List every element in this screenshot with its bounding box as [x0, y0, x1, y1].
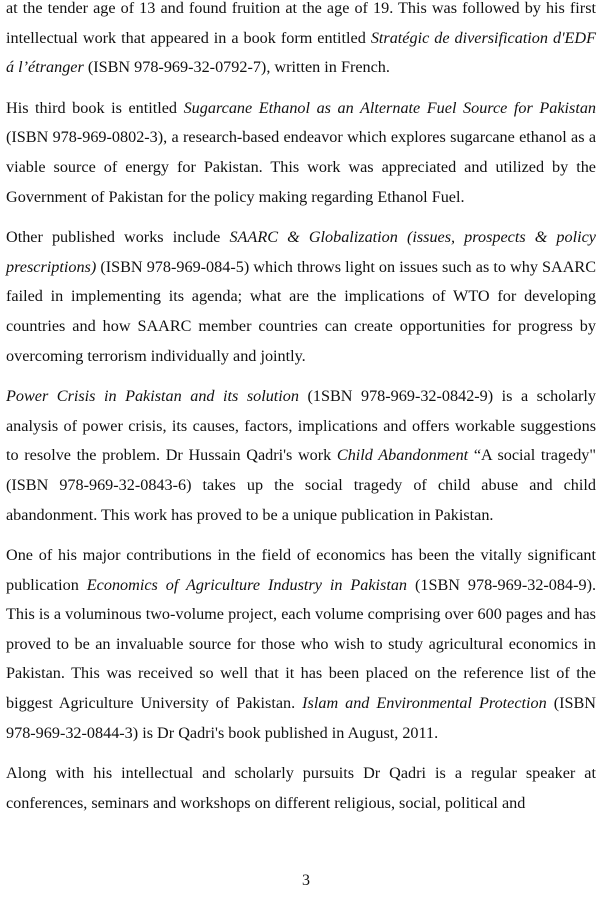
paragraph-speaker-activities [6, 759, 596, 818]
paragraph-other-works [6, 223, 596, 371]
paragraph-third-book [6, 94, 596, 212]
book-title-saarc-globalization: SAARC & Globalization (issues, prospects & policy prescriptions) [6, 228, 596, 276]
paragraph-early-work [6, 0, 596, 83]
text-segment: (ISBN 978-969-32-0792-7), written in French. [83, 58, 390, 77]
book-title-sugarcane-ethanol: Sugarcane Ethanol as an Alternate Fuel Source for Pakistan [183, 98, 597, 117]
text-segment: Along with his intellectual and scholarly pursuits Dr Qadri is a regular speaker at conferences, seminars and workshops on different religious, social, political and [6, 764, 596, 812]
text-segment: His third book is entitled [6, 98, 184, 117]
book-title-islam-environmental-protection: Islam and Environmental Protection [302, 694, 547, 713]
text-segment: (1SBN 978-969-32-0842-9) is a scholarly analysis of power crisis, its causes, factors, implications and offers workable suggestions to resolve the problem. Dr Hussain Qadri's work [6, 387, 597, 465]
text-segment: (ISBN 978-969-0802-3), a research-based endeavor which explores sugarcane ethanol as a viable source of energy for Pakistan. This work was appreciated and utilized by the Government of Pakistan for the policy making regarding Ethanol Fuel. [6, 128, 596, 206]
text-segment: (1SBN 978-969-32-084-9). This is a voluminous two-volume project, each volume comprising over 600 pages and has proved to be an invaluable source for those who wish to study agricultural economics in Pakistan. This was received so well that it has been placed on the reference list of the biggest Agriculture University of Pakistan. [6, 575, 597, 713]
book-title-power-crisis: Power Crisis in Pakistan and its solution [6, 387, 299, 406]
text-segment: One of his major contributions in the field of economics has been the vitally significant publication [6, 546, 596, 594]
text-segment: Other published works include [6, 228, 230, 247]
page-number: 3 [302, 872, 310, 889]
text-segment: at the tender age of 13 and found fruition at the age of 19. This was followed by his first intellectual work that appeared in a book form entitled [6, 0, 596, 47]
paragraph-power-crisis [6, 382, 596, 530]
text-segment: (ISBN 978-969-084-5) which throws light on issues such as to why SAARC failed in implementing its agenda; what are the implications of WTO for developing countries and how SAARC member countries can create opportunities for progress by overcoming terrorism individually and jointly. [6, 257, 596, 365]
book-title-stratregic-de-diversification: Stratégic de diversification d'EDF á l’étranger [6, 28, 596, 77]
paragraph-economics-contribution [6, 541, 596, 748]
book-title-child-abandonment: Child Abandonment [336, 446, 469, 465]
document-page [6, 0, 596, 829]
text-segment: (ISBN 978-969-32-0844-3) is Dr Qadri's book published in August, 2011. [6, 694, 596, 742]
book-title-economics-of-agriculture: Economics of Agriculture Industry in Pakistan [86, 575, 408, 594]
text-segment: “A social tragedy"(ISBN 978-969-32-0843-6) takes up the social tragedy of child abuse and child abandonment. This work has proved to be a unique publication in Pakistan. [6, 446, 597, 524]
